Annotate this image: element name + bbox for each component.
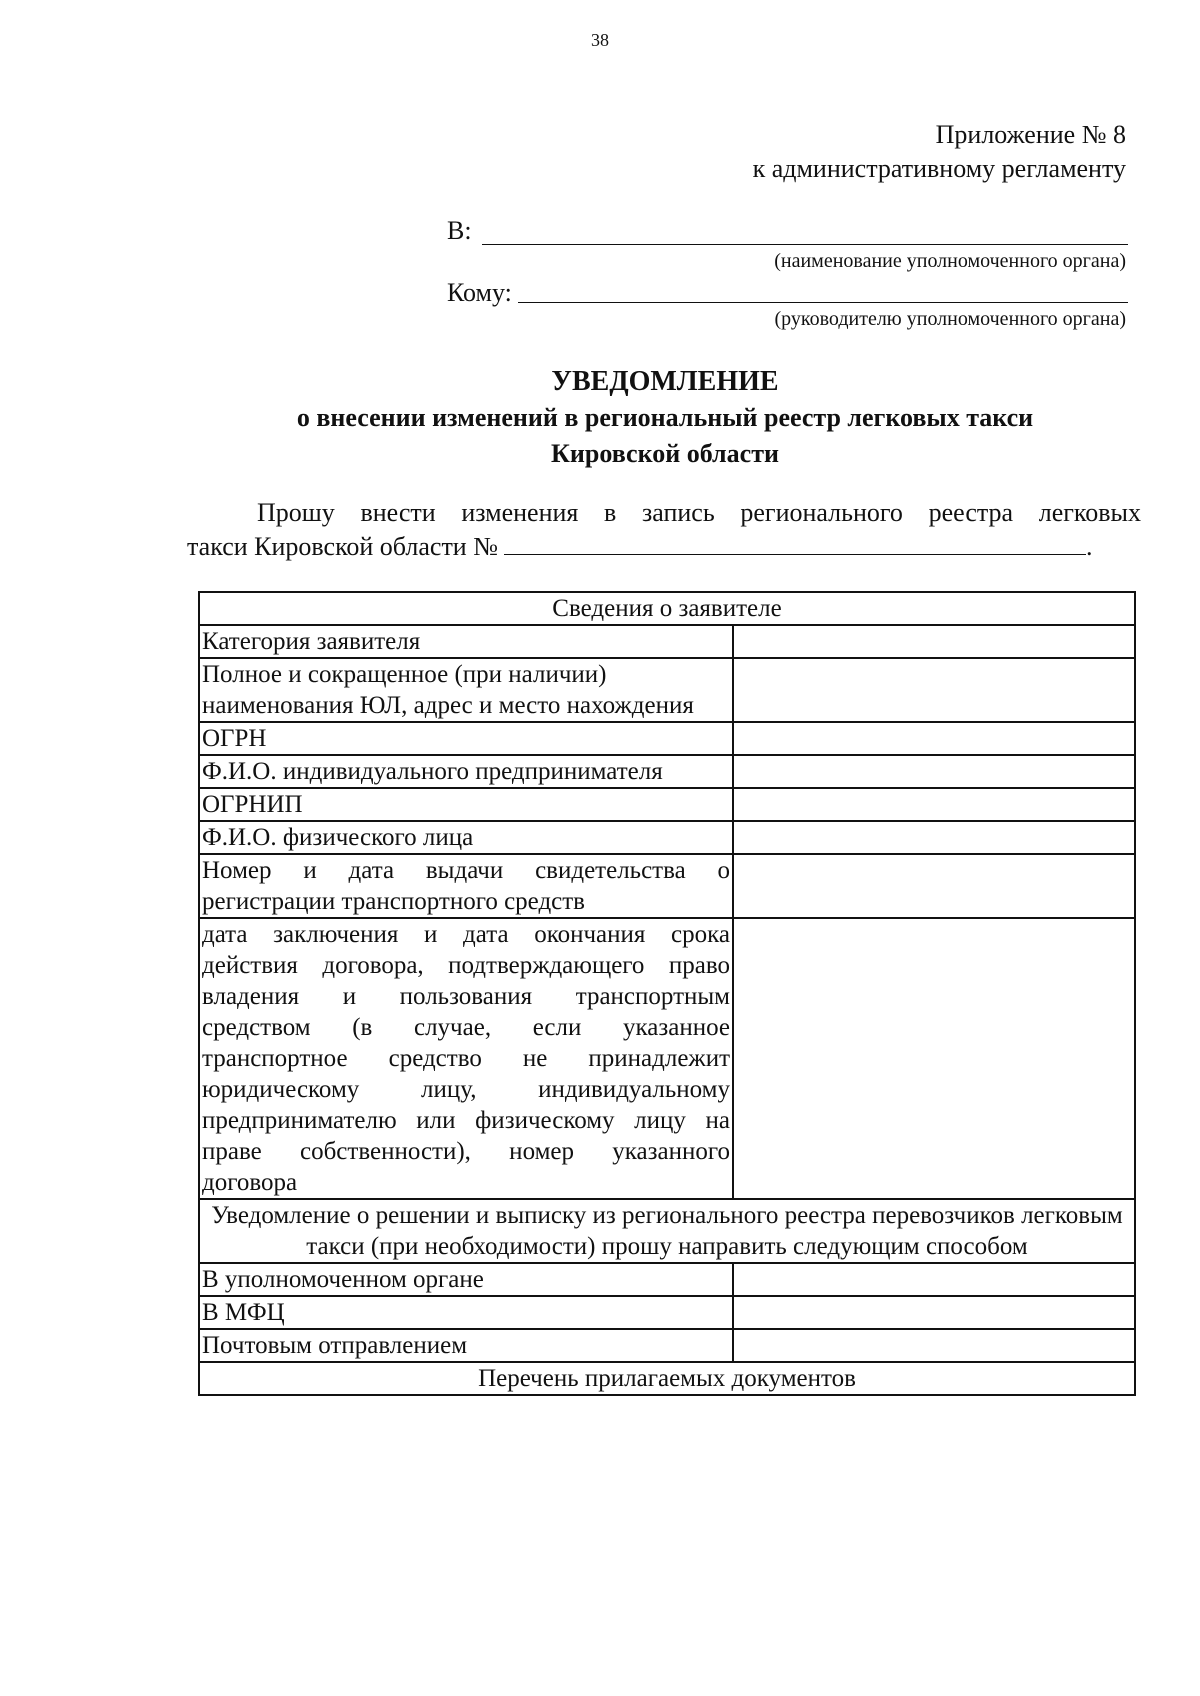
- table-row: [199, 1199, 1135, 1263]
- whom-field: [447, 278, 512, 308]
- row-label-org-name: Полное и сокращенное (при наличии) наименования ЮЛ, адрес и место нахождения: [199, 658, 733, 722]
- request-line1: Прошу внести изменения в запись регионального реестра легковых: [257, 498, 1141, 527]
- table-row: [199, 854, 1135, 918]
- to-field: [447, 216, 472, 246]
- row-value-ogrn[interactable]: [733, 722, 1135, 755]
- table-row: [199, 722, 1135, 755]
- request-line2: такси Кировской области №: [187, 532, 499, 561]
- row-label-ogrn: ОГРН: [199, 722, 733, 755]
- row-value-org-name[interactable]: [733, 658, 1135, 722]
- applicant-form-table: [198, 591, 1136, 1396]
- table-row: [199, 1296, 1135, 1329]
- whom-hint: (руководителю уполномоченного органа): [774, 308, 1126, 330]
- row-value-category[interactable]: [733, 625, 1135, 658]
- row-label-lease-contract: дата заключения и дата окончания срока действия договора, подтверждающего право владения и пользования транспортным средством (в случае, если указанное транспортное средство не принадлежит юридическому лицу, индивидуальному предпринимателю или физическому лицу на праве собственности), номер указанного договора: [199, 918, 733, 1199]
- whom-rule[interactable]: [518, 302, 1128, 303]
- table-row: [199, 1263, 1135, 1296]
- table-row: [199, 821, 1135, 854]
- row-label-entrepreneur-name: Ф.И.О. индивидуального предпринимателя: [199, 755, 733, 788]
- row-label-ogrnip: ОГРНИП: [199, 788, 733, 821]
- row-label-category: Категория заявителя: [199, 625, 733, 658]
- section-applicant-header: Сведения о заявителе: [199, 592, 1135, 625]
- request-line2-wrap: [187, 530, 1141, 564]
- row-label-registration-certificate: Номер и дата выдачи свидетельства о регистрации транспортного средств: [199, 854, 733, 918]
- row-value-delivery-authority[interactable]: [733, 1263, 1135, 1296]
- table-row: [199, 1362, 1135, 1395]
- row-value-registration-certificate[interactable]: [733, 854, 1135, 918]
- document-title: [0, 364, 1200, 472]
- section-documents-header: Перечень прилагаемых документов: [199, 1362, 1135, 1395]
- row-label-delivery-mfc: В МФЦ: [199, 1296, 733, 1329]
- title-line3: Кировской области: [551, 439, 779, 468]
- request-paragraph: [187, 496, 1141, 564]
- table-row: [199, 592, 1135, 625]
- table-row: [199, 1329, 1135, 1362]
- table-row: [199, 788, 1135, 821]
- row-label-delivery-authority: В уполномоченном органе: [199, 1263, 733, 1296]
- table-row: [199, 658, 1135, 722]
- row-label-delivery-post: Почтовым отправлением: [199, 1329, 733, 1362]
- to-hint: (наименование уполномоченного органа): [774, 250, 1126, 272]
- row-label-person-name: Ф.И.О. физического лица: [199, 821, 733, 854]
- table-row: [199, 755, 1135, 788]
- title-main: УВЕДОМЛЕНИЕ: [551, 366, 779, 397]
- appendix-subtitle: к административному регламенту: [752, 154, 1126, 183]
- to-label: В:: [447, 216, 472, 245]
- row-value-entrepreneur-name[interactable]: [733, 755, 1135, 788]
- row-value-ogrnip[interactable]: [733, 788, 1135, 821]
- row-value-lease-contract[interactable]: [733, 918, 1135, 1199]
- table-row: [199, 918, 1135, 1199]
- row-value-delivery-mfc[interactable]: [733, 1296, 1135, 1329]
- appendix-header: [753, 118, 1126, 186]
- registry-number-field[interactable]: [504, 554, 1086, 555]
- appendix-title: Приложение № 8: [935, 120, 1126, 149]
- row-value-delivery-post[interactable]: [733, 1329, 1135, 1362]
- row-value-person-name[interactable]: [733, 821, 1135, 854]
- request-end: .: [1086, 532, 1093, 561]
- section-delivery-header: Уведомление о решении и выписку из регионального реестра перевозчиков легковым такси (при необходимости) прошу направить следующим способом: [199, 1199, 1135, 1263]
- title-line2: о внесении изменений в региональный реестр легковых такси: [296, 403, 1034, 432]
- page-number: 38: [591, 30, 609, 50]
- whom-label: Кому:: [447, 278, 512, 307]
- to-rule[interactable]: [482, 244, 1128, 245]
- table-row: [199, 625, 1135, 658]
